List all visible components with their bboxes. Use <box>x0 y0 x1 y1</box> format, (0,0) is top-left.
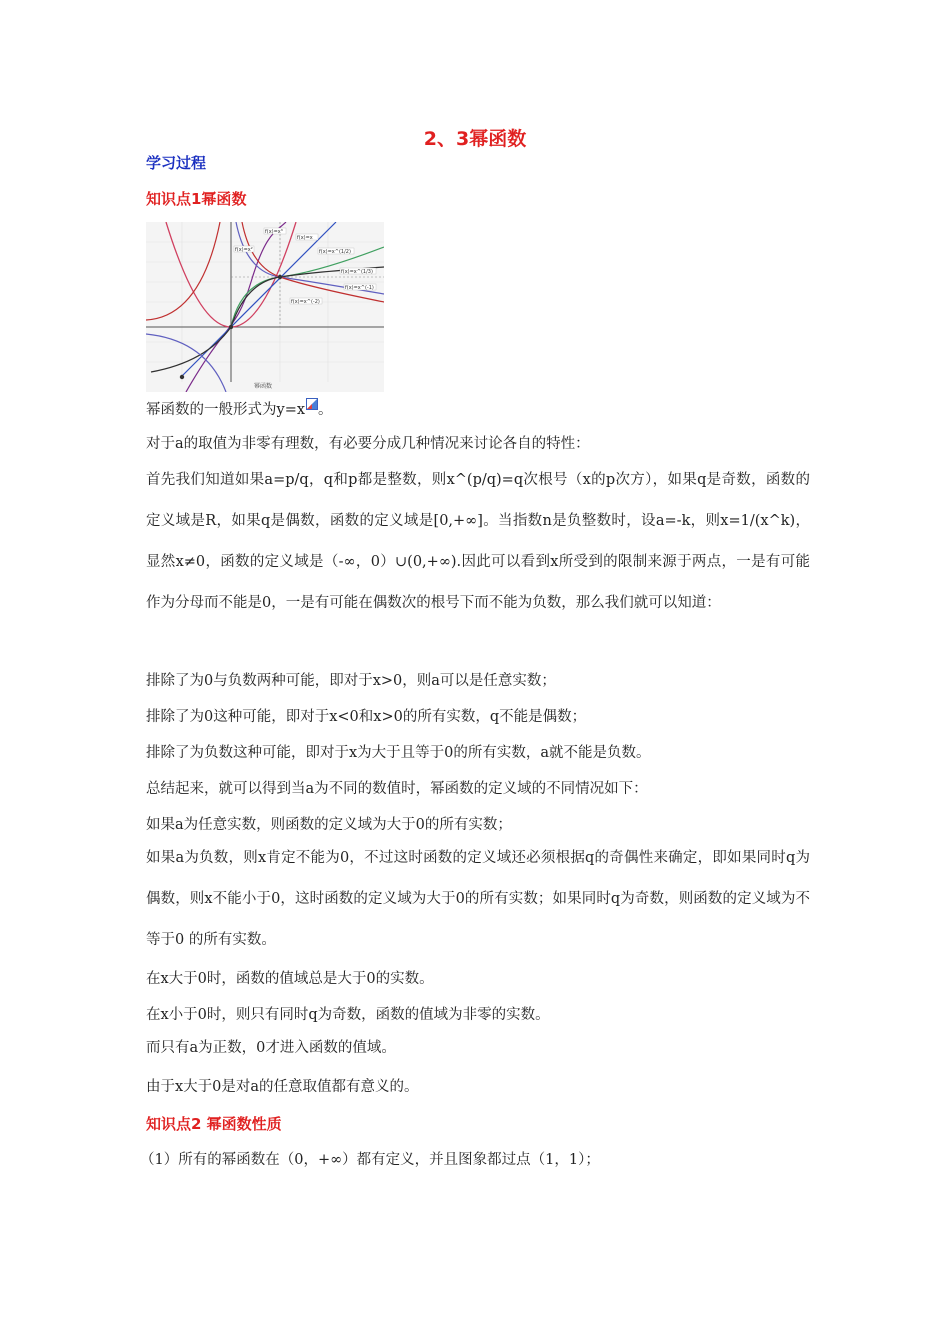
graph-label: f(x)=x <box>297 235 313 241</box>
graph-label: f(x)=x^(-2) <box>291 299 320 305</box>
case-2: 如果a为负数，则x肯定不能为0，不过这时函数的定义域还必须根据q的奇偶性来确定，即如果同时q为偶数，则x不能小于0，这时函数的定义域为大于0的所有实数；如果同时q为奇数，则函数的定义域为不等于0 的所有实数。 <box>146 850 810 948</box>
intro-text: 对于a的取值为非零有理数，有必要分成几种情况来讨论各自的特性： <box>146 436 590 452</box>
graph-label: f(x)=x^(1/3) <box>341 269 373 275</box>
general-form: 幂函数的一般形式为y=x 。 <box>146 398 816 420</box>
power-function-graph <box>146 222 384 392</box>
range-1: 在x大于0时，函数的值域总是大于0的实数。 <box>146 971 434 987</box>
conclusion-text: 由于x大于0是对a的任意取值都有意义的。 <box>146 1079 419 1095</box>
graph-label: f(x)=x³ <box>265 229 283 235</box>
range-2: 在x小于0时，则只有同时q为奇数，函数的值域为非零的实数。 <box>146 1007 550 1023</box>
property-1: （1）所有的幂函数在（0，+∞）都有定义，并且图象都过点（1，1）； <box>140 1152 600 1168</box>
paragraph-domain: 首先我们知道如果a=p/q，q和p都是整数，则x^(p/q)=q次根号（x的p次方），如果q是奇数，函数的定义域是R，如果q是偶数，函数的定义域是[0,+∞]。当指数n是负整数时，设a=-k，则x=1/(x^k)，显然x≠0，函数的定义域是（-∞，0）∪(0,+∞).因此可以看到x所受到的限制来源于两点，一是有可能作为分母而不能是0，一是有可能在偶数次的根号下而不能为负数，那么我们就可以知道： <box>146 472 810 611</box>
page-title: 2、3幂函数 <box>423 128 527 150</box>
graph-label: f(x)=x^(-1) <box>345 285 374 291</box>
graph-label: f(x)=x^(1/2) <box>319 249 351 255</box>
case-1: 如果a为任意实数，则函数的定义域为大于0的所有实数； <box>146 817 512 833</box>
figure-caption: 幂函数 <box>254 383 273 390</box>
rule-1: 排除了为0与负数两种可能，即对于x>0，则a可以是任意实数； <box>146 673 556 689</box>
graph-label: f(x)=x² <box>235 247 253 253</box>
exponent-image-icon <box>306 398 318 410</box>
range-3: 而只有a为正数，0才进入函数的值域。 <box>146 1040 396 1056</box>
summary-text: 总结起来，就可以得到当a为不同的数值时，幂函数的定义域的不同情况如下： <box>146 781 648 797</box>
rule-3: 排除了为负数这种可能，即对于x为大于且等于0的所有实数，a就不能是负数。 <box>146 745 651 761</box>
section-heading: 学习过程 <box>146 154 207 172</box>
rule-2: 排除了为0这种可能，即对于x<0和x>0的所有实数，q不能是偶数； <box>146 709 587 725</box>
kp1-heading: 知识点1幂函数 <box>146 190 247 208</box>
kp2-heading: 知识点2 幂函数性质 <box>146 1115 282 1133</box>
